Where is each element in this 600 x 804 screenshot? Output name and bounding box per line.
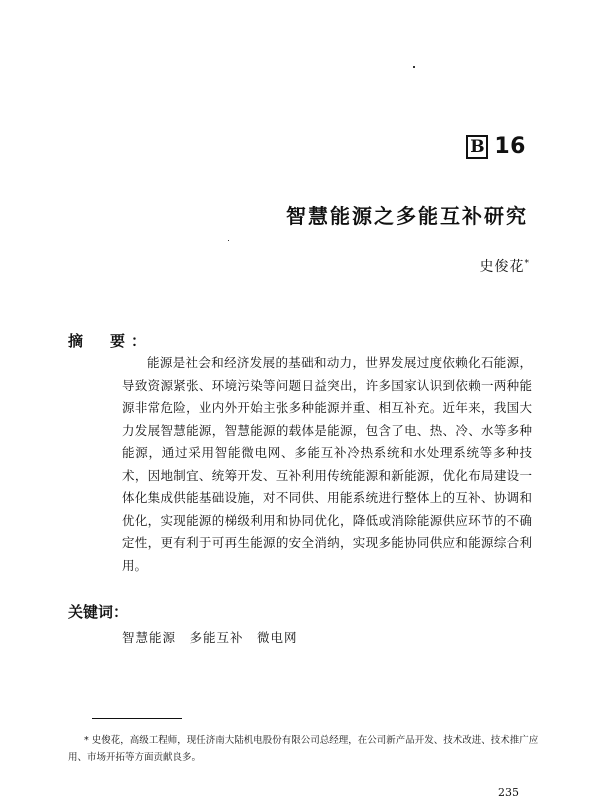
abstract-label: 摘 要： bbox=[68, 332, 153, 350]
author-footnote-marker: * bbox=[524, 258, 530, 269]
chapter-marker bbox=[466, 134, 526, 159]
footnote-divider bbox=[92, 718, 182, 719]
keywords-label: 关键词： bbox=[68, 603, 129, 621]
scan-speck bbox=[228, 240, 229, 241]
author-name: 史俊花 bbox=[479, 259, 525, 275]
abstract-text: 能源是社会和经济发展的基础和动力，世界发展过度依赖化石能源，导致资源紧张、环境污染等问题日益突出，许多国家认识到依赖一两种能源非常危险，业内外开始主张多种能源并重、相互补充。近年来，我国大力发展智慧能源，智慧能源的载体是能源，包含了电、热、冷、水等多种能源，通过采用智能微电网、多能互补冷热系统和水处理系统等多种技术，因地制宜、统筹开发、互补利用传统能源和新能源，优化布局建设一体化集成供能基础设施，对不同供、用能系统进行整体上的互补、协调和优化，实现能源的梯级利用和协同优化，降低或消除能源供应环节的不确定性，更有利于可再生能源的安全消纳，实现多能协同供应和能源综合利用。 bbox=[122, 355, 532, 573]
article-title: 智慧能源之多能互补研究 bbox=[286, 204, 528, 228]
author-footnote: * 史俊花，高级工程师，现任济南大陆机电股份有限公司总经理，在公司新产品开发、技术改进、技术推广应用、市场开拓等方面贡献良多。 bbox=[68, 735, 539, 763]
scan-speck bbox=[413, 66, 415, 68]
author-line bbox=[480, 256, 531, 276]
chapter-number: 16 bbox=[494, 134, 526, 159]
keywords-text: 智慧能源 多能互补 微电网 bbox=[122, 630, 298, 645]
chapter-book-icon: B bbox=[466, 135, 488, 159]
page-number: 235 bbox=[498, 786, 519, 799]
